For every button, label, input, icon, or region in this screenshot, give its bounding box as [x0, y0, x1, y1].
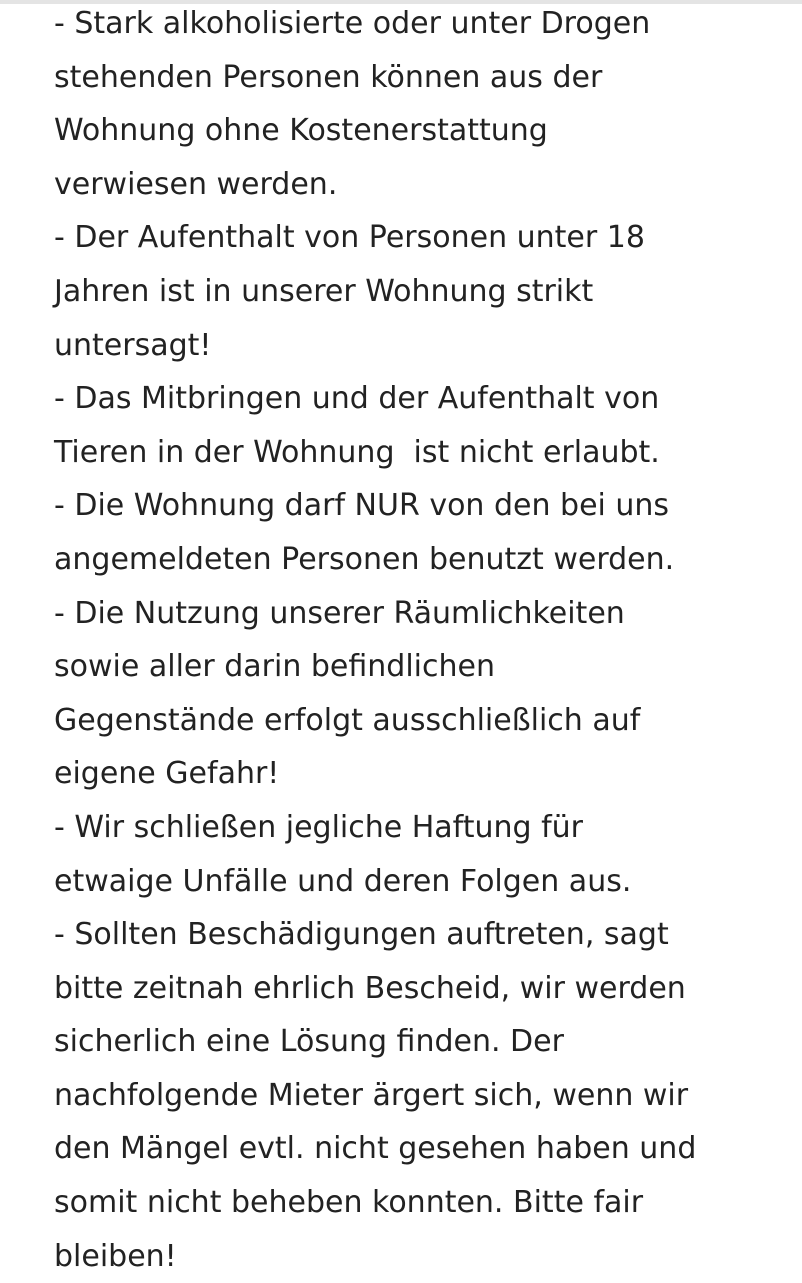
text-line: sowie aller darin befindlichen — [54, 649, 495, 685]
text-line: Tieren in der Wohnung ist nicht erlaubt. — [54, 434, 660, 470]
text-line: eigene Gefahr! — [54, 756, 280, 792]
text-line: - Sollten Beschädigungen auftreten, sagt — [54, 917, 669, 953]
text-line: - Die Nutzung unserer Räumlichkeiten — [54, 595, 625, 631]
text-line: bleiben! — [54, 1238, 177, 1274]
text-line: sicherlich eine Lösung finden. Der — [54, 1024, 564, 1060]
text-line: untersagt! — [54, 327, 212, 363]
text-line: somit nicht beheben konnten. Bitte fair — [54, 1185, 644, 1221]
text-line: Gegenstände erfolgt ausschließlich auf — [54, 702, 641, 738]
house-rules-text — [54, 0, 794, 1283]
text-line: stehenden Personen können aus der — [54, 59, 603, 95]
text-line: nachfolgende Mieter ärgert sich, wenn wir — [54, 1077, 689, 1113]
text-line: den Mängel evtl. nicht gesehen haben und — [54, 1131, 697, 1167]
text-line: - Das Mitbringen und der Aufenthalt von — [54, 381, 660, 417]
text-line: - Stark alkoholisierte oder unter Drogen — [54, 6, 651, 41]
text-line: - Der Aufenthalt von Personen unter 18 — [54, 220, 645, 256]
text-line: Jahren ist in unserer Wohnung strikt — [54, 273, 594, 309]
text-line: bitte zeitnah ehrlich Bescheid, wir werden — [54, 970, 686, 1006]
text-line: etwaige Unfälle und deren Folgen aus. — [54, 863, 632, 899]
text-line: Wohnung ohne Kostenerstattung — [54, 113, 548, 149]
text-line: - Die Wohnung darf NUR von den bei uns — [54, 488, 670, 524]
text-line: angemeldeten Personen benutzt werden. — [54, 541, 675, 577]
text-line: - Wir schließen jegliche Haftung für — [54, 809, 583, 845]
text-line: verwiesen werden. — [54, 166, 338, 202]
